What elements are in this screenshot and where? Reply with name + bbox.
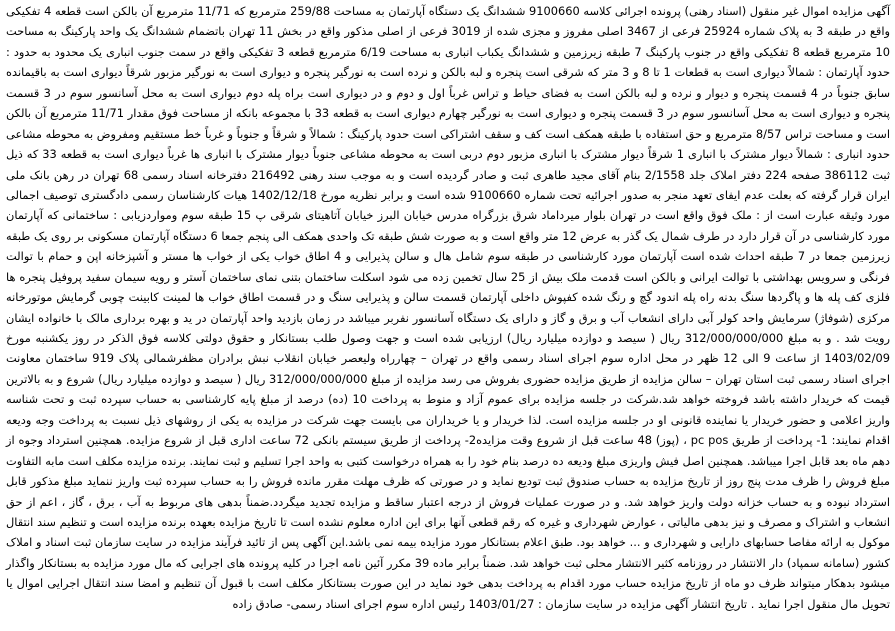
- auction-notice-text: آگهی مزایده اموال غیر منقول (اسناد رهنی) پرونده اجرائی کلاسه 9100660 ششدانگ یک دستگاه آپارتمان به مساحت 259/88 مترمربع که 11/71 مترمربع آن بالکن است قطعه 4 تفکیکی واقع در طبقه 3 به پلاک شماره 25924 فرعی از 3467 اصلی مفروز و مجزی شده از 3019 فرعی از اصلی مذکور واقع در بخش 11 تهران باتضمام ششدانگ یک واحد پارکینگ به مساحت 10 مترمربع قطعه 8 تفکیکی واقع در جنوب پارکینگ 7 طبقه زیرزمین و ششدانگ یکباب انباری به مساحت 6/19 مترمربع قطعه 3 تفکیکی واقع در سمت جنوب انباری یک محدود به حدود : حدود آپارتمان : شمالاً دیواری است به قطعات 1 تا 8 و 3 متر که شرقی است پنجره و لبه بالکن و نرده است به نورگیر پنجره و دیواری است به نورگیر مزبور شرقاً دیواری است به باقیمانده سابق جنوباً در 4 قسمت پنجره و دیوار و نرده و لبه بالکن است به فضای حیاط و تراس غرباً اول و دوم و در دیواری است براه پله دوم دیواری است به محل آسانسور سوم در 3 قسمت پنجره و دیواری است به محل آسانسور سوم در 3 قسمت پنجره و دیواری است به نورگیر چهارم دیواری است به قطعه 33 با مجموعه بانکه از مساحت فوق مقدار 11/71 مترمربع آن بالکن است و مساحت تراس 8/57 مترمربع و حق استفاده با طبقه همکف است کف و سقف اشتراکی است حدود پارکینگ : شمالاً و شرقاً و جنوباً و غرباً خط مستقیم ومفروض به محوطه مشاعی حدود انباری : شمالاً دیوار مشترک با انباری 1 شرقاً دیوار مشترک با انباری مزبور دوم دربی است به محوطه مشاعی جنوباً دیوار مشترک با انباری ها غرباً دیواری است به قطعه 33 که ذیل ثبت 386112 صفحه 224 دفتر املاک جلد 2/1558 بنام آقای مجید طاهری ثبت و صادر گردیده است و به موجب سند رهنی 216492 دفترخانه اسناد رسمی 68 تهران در رهن بانک ملی ایران قرار گرفته که بعلت عدم ایفای تعهد منجر به صدور اجرائیه تحت شماره 9100660 شده است و برابر نظریه مورخ 1402/12/18 هیات کارشناسان رسمی دادگستری توصیف اجمالی مورد وثیقه عبارت است از : ملک فوق واقع است در تهران بلوار میرداماد شرق بزرگراه مدرس خیابان البرز خیابان آتاهیتای شرقی پ 15 طبقه سوم ومواردزیابی : ساختمانی که آپارتمان مورد کارشناسی در آن قرار دارد در طرف شمال یک گذر به عرض 12 متر واقع است و به صورت شش طبقه تک واحدی همکف الی پنجم جمعا 6 دستگاه آپارتمان مسکونی بر روی یک طبقه زیرزمین جمعا در 7 طبقه احداث شده است آپارتمان مورد کارشناسی در طبقه سوم شامل هال و سالن پذیرایی و 4 اطاق خواب یکی از خواب ها مستر و آشپزخانه اپن و حمام با توالت فرنگی و سرویس بهداشتی با توالت ایرانی و بالکن است قدمت ملک بیش از 25 سال تخمین زده می شود اسکلت ساختمان بتنی نمای ساختمان آستر و رویه سیمان سفید پروفیل پنجره ها فلزی کف پله ها و پاگردها سنگ بدنه راه پله اندود گچ و رنگ شده کفپوش داخلی آپارتمان قسمت سالن و پذیرایی سنگ و در قسمت اطاق خواب ها لمینت کابینت چوبی گرمایش موتورخانه مرکزی (شوفاژ) سرمایش واحد کولر آبی دارای انشعاب آب و برق و گاز و دارای یک دستگاه آسانسور نفربر میباشد در زمان بازدید واحد آپارتمان در ید و بهره برداری مالک با خانواده ایشان رویت شد . و به مبلغ 312/000/000/000 ریال ( سیصد و دوازده میلیارد ریال) ارزیابی شده است و جهت وصول طلب بستانکار و حقوق دولتی کلاسه فوق الذکر در روز یکشنبه مورخ 1403/02/09 از ساعت 9 الی 12 ظهر در محل اداره سوم اجرای اسناد رسمی واقع در تهران – چهارراه ولیعصر خیابان انقلاب نبش برادران مظفرشمالی پلاک 919 ساختمان معاونت اجرای اسناد رسمی ثبت استان تهران – سالن مزایده از طریق مزایده حضوری بفروش می رسد مزایده از مبلغ 312/000/000/000 ریال ( سیصد و دوازده میلیارد ریال) شروع و به بالاترین قیمت که خریدار داشته باشد فروخته خواهد شد.شرکت در جلسه مزایده برای عموم آزاد و منوط به پرداخت 10 (ده) درصد از مبلغ پایه کارشناسی به حساب سپرده ثبت و تحت شناسه واریز اعلامی و حضور خریدار یا نماینده قانونی او در جلسه مزایده است. لذا خریدار و یا خریداران می بایست جهت شرکت در مزایده به یکی از روشهای ذیل نسبت به پرداخت وجه ودیعه اقدام نمایند: 1- پرداخت از طریق pc pos ، (پوز) 48 ساعت قبل از شروع وقت مزایده2- پرداخت از طریق سیستم بانکی 72 ساعت اداری قبل از شروع مزایده. همچنین استرداد وجوه از دهم ماه بعد قابل اجرا میباشد. همچنین اصل فیش واریزی مبلغ ودیعه ده درصد بنام خود را به همراه درخواست کتبی به واحد اجرا تسلیم و ثبت نمایند. برنده مزایده مکلف است مابه التفاوت مبلغ فروش را ظرف مدت پنج روز از تاریخ مزایده به حساب صندوق ثبت تودیع نماید و در صورتی که ظرف مهلت مقرر مانده فروش را به حساب سپرده ثبت واریز ننماید مبلغ مذکور قابل استرداد نبوده و به حساب خزانه دولت واریز خواهد شد. و در صورت عملیات فروش از درجه اعتبار ساقط و مزایده تجدید میگردد.ضمناً بدهی های مربوط به آب ، برق ، گاز ، اعم از حق انشعاب و اشتراک و مصرف و نیز بدهی مالیاتی ، عوارض شهرداری و غیره که رقم قطعی آنها برای این اداره معلوم نشده است تا تاریخ مزایده بعهده برنده مزایده است و تنظیم سند انتقال موکول به ارائه مفاصا حسابهای دارایی و شهرداری و ... خواهد بود. طبق اعلام بستانکار مورد مزایده بیمه نمی باشد.این آگهی پس از تائید فرآیند مزایده در سایت سازمان ثبت اسناد و املاک کشور (سامانه سمپاد) دار الانتشار در روزنامه کثیر الانتشار محلی ثبت خواهد شد. ضمناً برابر ماده 39 مکرر آئین نامه اجرا در کلیه پرونده های اجرایی که مال مورد مزایده به بستانکار واگذار میشود بدهکار میتواند ظرف دو ماه از تاریخ مزایده حساب مورد اقدام به پرداخت بدهی خود نماید در این صورت بستانکار مکلف است با قبول آن تنظیم و امضا سند انتقال اجرایی اموال یا تحویل مال منقول اجرا نماید . تاریخ انتشار آگهی مزایده در سایت سازمان : 1403/01/27 رئیس اداره سوم اجرای اسناد رسمی- صادق زاده: [6, 4, 891, 611]
